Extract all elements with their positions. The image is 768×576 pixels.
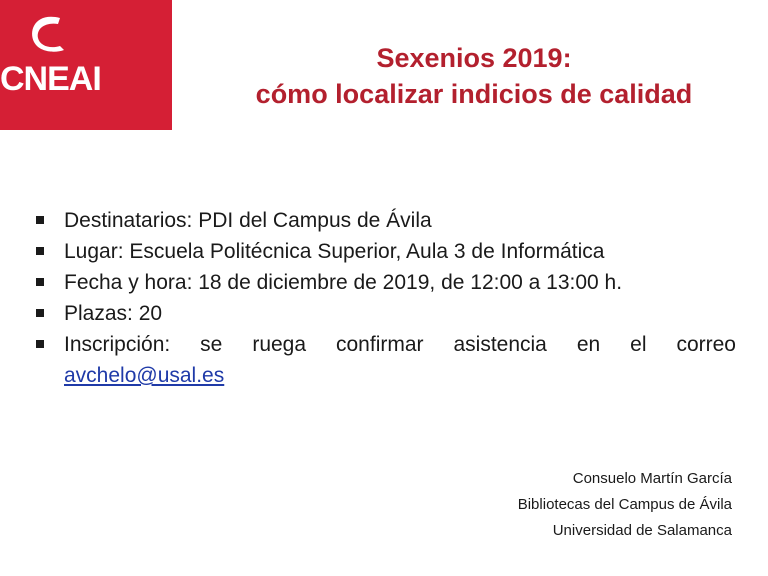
list-item (36, 236, 736, 267)
list-item-text: Plazas: 20 (64, 302, 163, 325)
cneai-logo (0, 0, 172, 130)
signature-institution: Universidad de Salamanca (552, 522, 732, 539)
square-bullet-icon (36, 247, 44, 255)
list-item-text: Destinatarios: PDI del Campus de Ávila (64, 209, 432, 232)
signature-department: Bibliotecas del Campus de Ávila (517, 496, 732, 513)
logo-text: CNEAI (0, 60, 101, 98)
page-title (180, 40, 768, 112)
list-item (36, 205, 736, 236)
inscription-text: Inscripción: se ruega confirmar asistencia en el correo (64, 333, 736, 356)
square-bullet-icon (36, 309, 44, 317)
square-bullet-icon (36, 340, 44, 348)
signature (518, 466, 732, 544)
email-link[interactable]: avchelo@usal.es (64, 364, 225, 387)
list-item (36, 298, 736, 329)
title-line-1: Sexenios 2019: (376, 43, 572, 73)
square-bullet-icon (36, 278, 44, 286)
list-item-text: Lugar: Escuela Politécnica Superior, Aula 3 de Informática (64, 240, 605, 263)
title-line-2: cómo localizar indicios de calidad (255, 79, 693, 109)
signature-name: Consuelo Martín García (572, 470, 732, 487)
info-list (36, 205, 736, 391)
list-item (36, 267, 736, 298)
list-item-text: Fecha y hora: 18 de diciembre de 2019, de 12:00 a 13:00 h. (64, 271, 623, 294)
list-item-inscription (36, 329, 736, 391)
square-bullet-icon (36, 216, 44, 224)
